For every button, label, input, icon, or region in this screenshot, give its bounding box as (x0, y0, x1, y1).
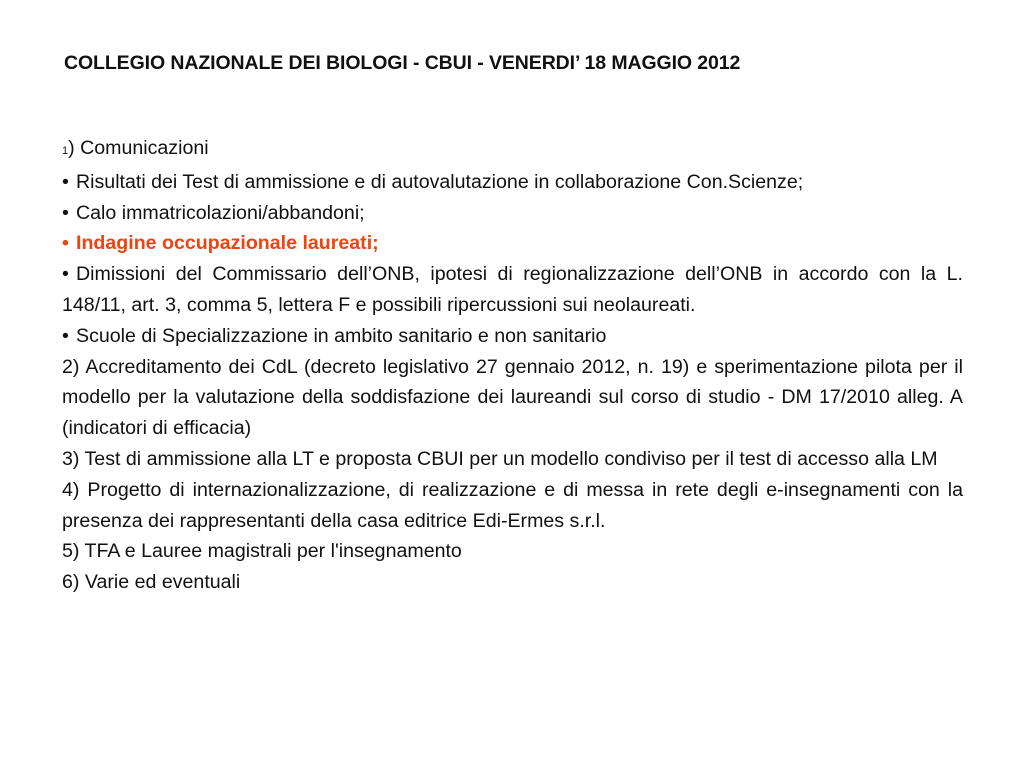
agenda-item-2: 2) Accreditamento dei CdL (decreto legislativo 27 gennaio 2012, n. 19) e sperimentazione pilota per il modello per la valutazione della soddisfazione dei laureandi sul corso di studio - DM 17/2010 alleg. A (indicatori di efficacia) (62, 355, 963, 440)
item-label: ) Comunicazioni (68, 137, 209, 159)
bullet-text: Dimissioni del Commissario dell’ONB, ipotesi di regionalizzazione dell’ONB in accordo con la L. 148/11, art. 3, comma 5, lettera F e possibili ripercussioni sui neolaureati. (62, 263, 963, 316)
bullet-text: Indagine occupazionale laureati; (76, 232, 379, 255)
bullet-icon: • (62, 201, 69, 224)
agenda-item-4: 4) Progetto di internazionalizzazione, di realizzazione e di messa in rete degli e-insegnamenti con la presenza dei rappresentanti della casa editrice Edi-Ermes s.r.l. (62, 478, 963, 532)
bullet-text: Risultati dei Test di ammissione e di autovalutazione in collaborazione Con.Scienze; (76, 170, 804, 193)
item-number: 1 (62, 145, 69, 157)
agenda-item-1 (62, 133, 963, 167)
sub-bullet-2 (62, 198, 963, 229)
bullet-text: Scuole di Specializzazione in ambito sanitario e non sanitario (76, 324, 607, 347)
bullet-text: Calo immatricolazioni/abbandoni; (76, 201, 365, 224)
agenda-item-5: 5) TFA e Lauree magistrali per l'insegnamento (62, 540, 462, 563)
bullet-icon: • (62, 170, 69, 193)
agenda-item-6: 6) Varie ed eventuali (62, 571, 241, 594)
bullet-icon: • (62, 263, 69, 286)
sub-bullet-5 (62, 321, 963, 352)
sub-bullet-4 (62, 259, 963, 321)
agenda-item-3: 3) Test di ammissione alla LT e proposta CBUI per un modello condiviso per il test di accesso alla LM (62, 447, 938, 470)
slide-title: COLLEGIO NAZIONALE DEI BIOLOGI - CBUI - VENERDI’ 18 MAGGIO 2012 (64, 52, 741, 74)
bullet-icon: • (62, 324, 69, 347)
agenda-list (62, 133, 963, 598)
sub-bullet-1 (62, 167, 963, 198)
sub-bullet-3-highlighted (62, 228, 963, 259)
bullet-icon: • (62, 232, 69, 255)
